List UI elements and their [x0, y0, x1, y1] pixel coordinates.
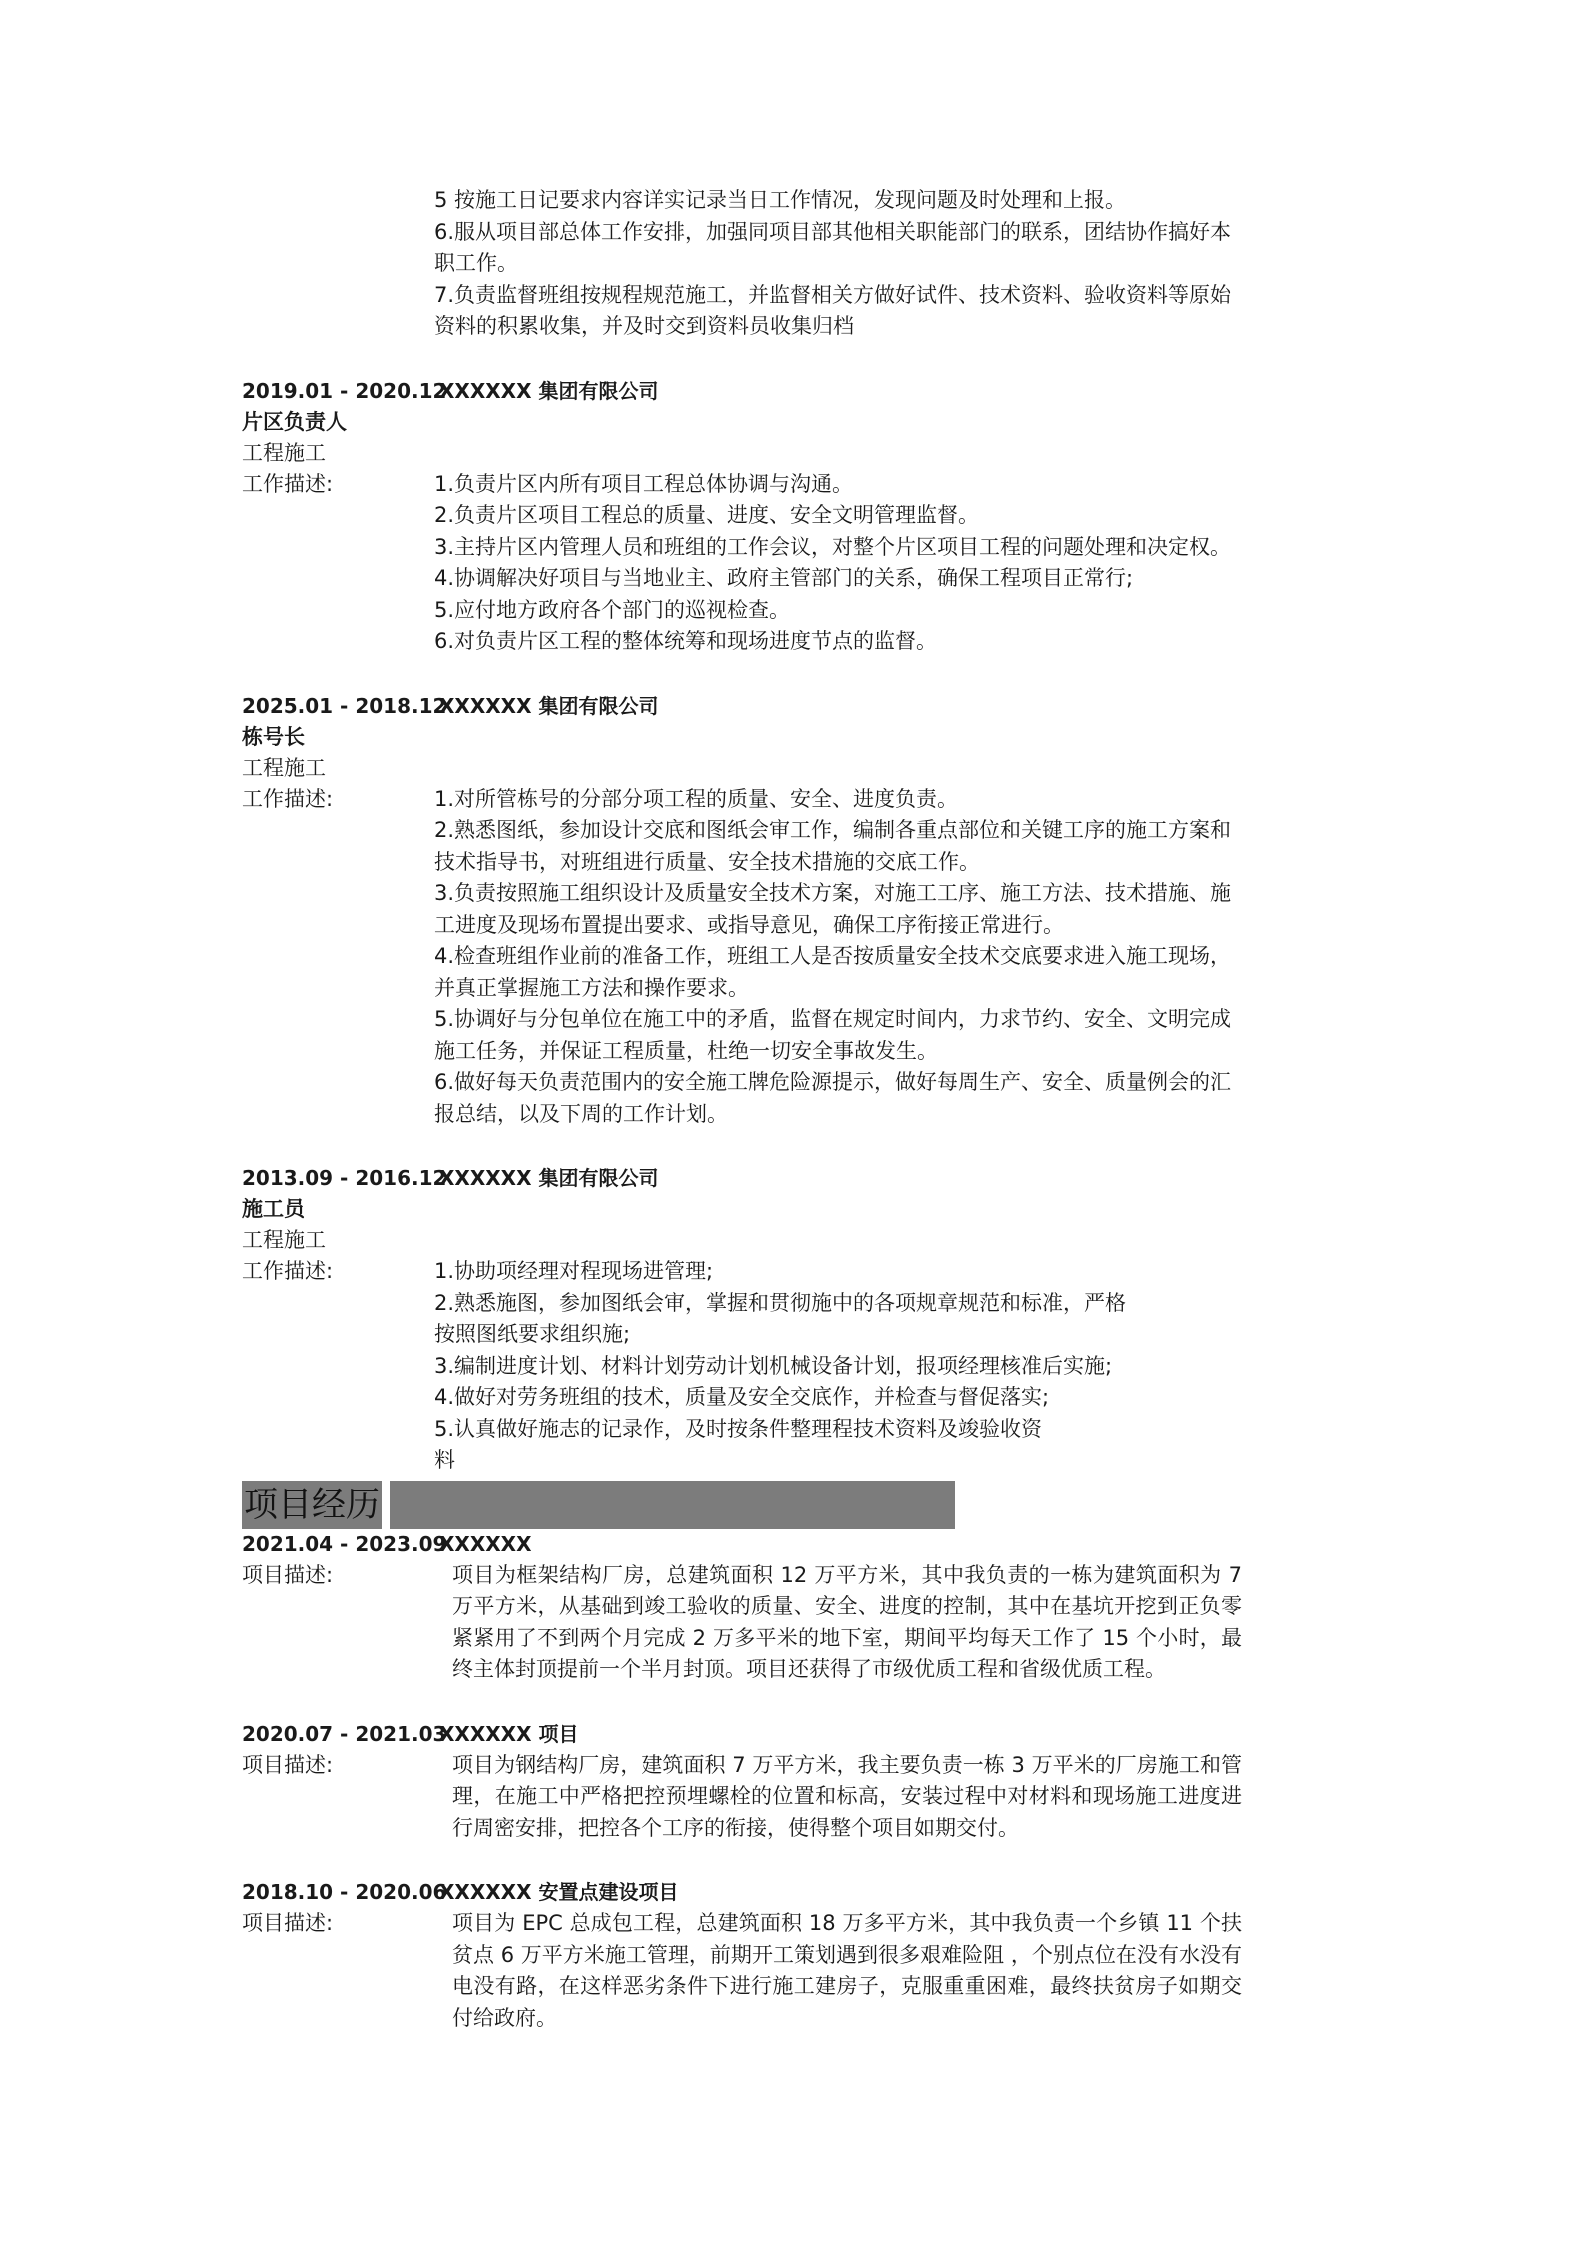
work-date: 2019.01 - 2020.12 [242, 378, 447, 403]
project-header [242, 1877, 1362, 1908]
list-item: 资料的积累收集，并及时交到资料员收集归档 [434, 314, 854, 338]
description-text: 项目为 EPC 总成包工程，总建筑面积 18 万多平方米，其中我负责一个乡镇 11 个扶贫点 6 万平方米施工管理，前期开工策划遇到很多艰难险阻 ，个别点位在没有水没有电没有路，在这样恶劣条件下进行施工建房子，克服重重困难，最终扶贫房子如期交付给政府。 [452, 1911, 1242, 2030]
description-text: 项目为钢结构厂房，建筑面积 7 万平方米，我主要负责一栋 3 万平米的厂房施工和管理，在施工中严格把控预埋螺栓的位置和标高，安装过程中对材料和现场施工进度进行周密安排，把控各个工序的衔接，使得整个项目如期交付。 [452, 1752, 1242, 1840]
description-text: 项目为框架结构厂房，总建筑面积 12 万平方米，其中我负责的一栋为建筑面积为 7 万平方米，从基础到竣工验收的质量、安全、进度的控制，其中在基坑开挖到正负零紧紧用了不到两个月完成 2 万多平米的地下室，期间平均每天工作了 15 个小时，最终主体封顶提前一个半月封顶。项目还获得了市级优质工程和省级优质工程。 [452, 1562, 1242, 1681]
description-label: 工作描述: [242, 1259, 334, 1283]
project-date: 2021.04 - 2023.09 [242, 1531, 447, 1556]
list-item: 6.做好每天负责范围内的安全施工牌危险源提示，做好每周生产、安全、质量例会的汇 [434, 1070, 1232, 1094]
list-item: 施工任务，并保证工程质量，杜绝一切安全事故发生。 [434, 1038, 938, 1063]
list-item: 3.负责按照施工组织设计及质量安全技术方案，对施工工序、施工方法、技术措施、施 [434, 881, 1232, 905]
work-entry [242, 691, 1362, 1131]
project-description [242, 1908, 1362, 2034]
list-item: 6.对负责片区工程的整体统筹和现场进度节点的监督。 [434, 629, 938, 653]
list-item: 1.协助项经理对程现场进管理; [434, 1259, 714, 1283]
list-item: 6.服从项目部总体工作安排，加强同项目部其他相关职能部门的联系，团结协作搞好本 [434, 219, 1232, 244]
list-item: 工进度及现场布置提出要求、或指导意见，确保工序衔接正常进行。 [434, 912, 1064, 937]
work-entry [242, 376, 1362, 658]
work-dept: 工程施工 [242, 1228, 326, 1252]
list-item: 2.熟悉施图，参加图纸会审，掌握和贯彻施中的各项规章规范和标准，严格 [434, 1290, 1127, 1315]
work-header [242, 691, 1362, 722]
work-role: 施工员 [242, 1197, 305, 1221]
description-label: 项目描述: [242, 1752, 334, 1777]
list-item: 2.负责片区项目工程总的质量、进度、安全文明管理监督。 [434, 503, 980, 527]
list-item: 料 [434, 1448, 455, 1472]
list-item: 5 按施工日记要求内容详实记录当日工作情况，发现问题及时处理和上报。 [434, 188, 1127, 212]
list-item: 1.对所管栋号的分部分项工程的质量、安全、进度负责。 [434, 786, 959, 811]
list-item: 5.认真做好施志的记录作，及时按条件整理程技术资料及竣验收资 [434, 1416, 1043, 1441]
list-item: 按照图纸要求组织施; [434, 1322, 631, 1346]
list-item: 5.应付地方政府各个部门的巡视检查。 [434, 597, 791, 622]
list-item: 2.熟悉图纸，参加设计交底和图纸会审工作，编制各重点部位和关键工序的施工方案和 [434, 818, 1232, 842]
list-item: 技术指导书，对班组进行质量、安全技术措施的交底工作。 [434, 849, 980, 874]
work-header [242, 1163, 1362, 1194]
work-company: XXXXXX 集团有限公司 [439, 378, 659, 403]
project-entry [242, 1719, 1362, 1845]
list-item: 并真正掌握施工方法和操作要求。 [434, 975, 749, 1000]
work-date: 2013.09 - 2016.12 [242, 1166, 447, 1190]
list-item: 1.负责片区内所有项目工程总体协调与沟通。 [434, 471, 854, 496]
work-dept: 工程施工 [242, 755, 326, 780]
list-item: 4.检查班组作业前的准备工作，班组工人是否按质量安全技术交底要求进入施工现场， [434, 944, 1232, 968]
project-header [242, 1719, 1362, 1750]
project-name: XXXXXX 安置点建设项目 [439, 1880, 679, 1904]
work-role: 片区负责人 [242, 409, 347, 434]
list-item: 5.协调好与分包单位在施工中的矛盾，监督在规定时间内，力求节约、安全、文明完成 [434, 1007, 1232, 1031]
list-item: 报总结，以及下周的工作计划。 [434, 1101, 728, 1126]
project-name: XXXXXX 项目 [439, 1721, 579, 1746]
project-date: 2020.07 - 2021.03 [242, 1721, 447, 1746]
description-label: 工作描述: [242, 471, 334, 496]
description-label: 工作描述: [242, 786, 334, 811]
work-header [242, 376, 1362, 407]
previous-job-items [242, 185, 1362, 343]
list-item: 7.负责监督班组按规程规范施工，并监督相关方做好试件、技术资料、验收资料等原始 [434, 282, 1232, 307]
project-name: XXXXXX [439, 1531, 532, 1556]
section-title: 项目经历 [242, 1481, 382, 1529]
work-description [242, 469, 1362, 658]
project-description [242, 1560, 1362, 1686]
work-dept: 工程施工 [242, 440, 326, 465]
list-item: 3.编制进度计划、材料计划劳动计划机械设备计划，报项经理核准后实施; [434, 1353, 1113, 1378]
description-label: 项目描述: [242, 1911, 334, 1935]
work-description [242, 1256, 1362, 1477]
work-company: XXXXXX 集团有限公司 [439, 693, 659, 718]
work-entry [242, 1163, 1362, 1477]
resume-page [242, 185, 1362, 2034]
project-header [242, 1529, 1362, 1560]
work-role: 栋号长 [242, 724, 305, 749]
list-item: 3.主持片区内管理人员和班组的工作会议，对整个片区项目工程的问题处理和决定权。 [434, 534, 1232, 559]
project-entry [242, 1877, 1362, 2034]
section-heading-projects [242, 1481, 1362, 1529]
project-entry [242, 1529, 1362, 1686]
section-bar [390, 1481, 955, 1529]
description-label: 项目描述: [242, 1562, 334, 1587]
work-company: XXXXXX 集团有限公司 [439, 1166, 659, 1190]
work-date: 2025.01 - 2018.12 [242, 693, 447, 718]
list-item: 4.协调解决好项目与当地业主、政府主管部门的关系，确保工程项目正常行; [434, 566, 1134, 590]
work-description [242, 784, 1362, 1131]
project-description [242, 1750, 1362, 1845]
project-date: 2018.10 - 2020.06 [242, 1880, 447, 1904]
list-item: 4.做好对劳务班组的技术，质量及安全交底作，并检查与督促落实; [434, 1385, 1050, 1409]
list-item: 职工作。 [434, 251, 518, 275]
